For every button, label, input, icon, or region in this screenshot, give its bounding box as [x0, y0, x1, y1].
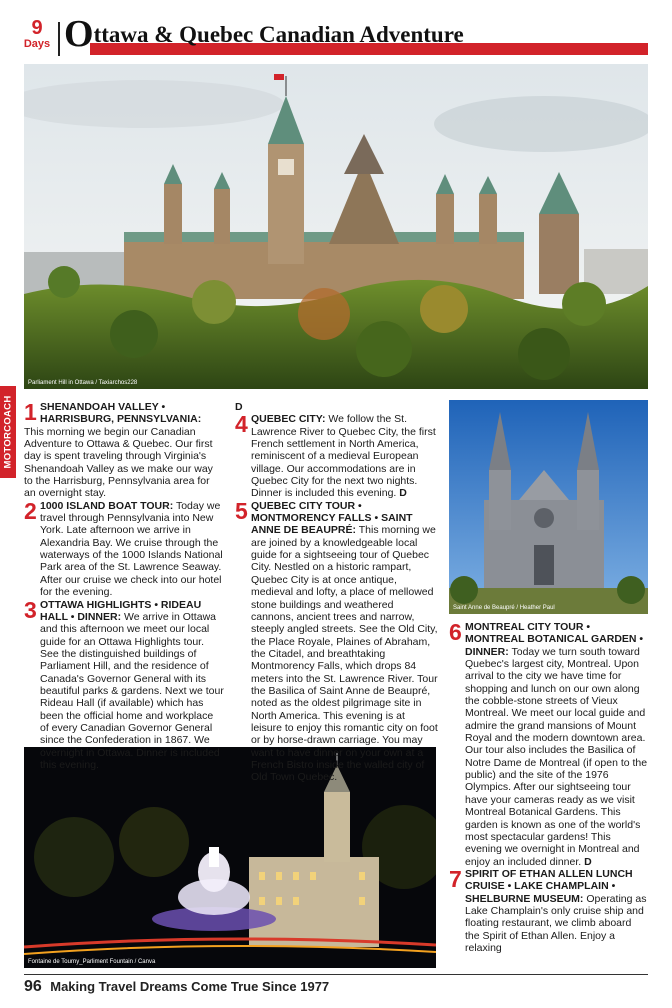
itinerary-day-6 — [449, 621, 648, 868]
day-heading: QUEBEC CITY TOUR • MONTMORENCY FALLS • SAINT ANNE DE BEAUPRÉ: — [251, 499, 413, 537]
page-number: 96 — [24, 978, 42, 995]
category-side-tab — [0, 386, 16, 478]
day-description: We follow the St. Lawrence River to Quebec City, the first French settlement in North America, reminiscent of a medieval European village. Our accommodations are in Quebec City for the next two nights. Dinner is included this evening. — [251, 413, 436, 500]
itinerary-column-2 — [235, 401, 438, 784]
parliament-hill-photo — [24, 64, 648, 389]
itinerary-day-4 — [235, 413, 438, 499]
category-side-tab-label: MOTORCOACH — [2, 395, 14, 469]
header-divider — [58, 22, 60, 56]
day-heading: SHENANDOAH VALLEY • HARRISBURG, PENNSYLVANIA: — [40, 401, 202, 426]
itinerary-day-2 — [24, 497, 224, 599]
page-title-initial: O — [64, 13, 94, 55]
itinerary-day-5 — [235, 497, 438, 784]
itinerary-day-1 — [24, 401, 224, 500]
itinerary-day-3 — [24, 596, 224, 772]
day-heading: MONTREAL CITY TOUR • MONTREAL BOTANICAL GARDEN • DINNER: — [465, 621, 644, 658]
itinerary-column-3 — [449, 621, 648, 954]
footer-tagline: Making Travel Dreams Come True Since 1977 — [50, 979, 330, 994]
page-footer — [24, 978, 329, 996]
footer-rule — [24, 974, 648, 975]
page-title-rest: ttawa & Quebec Canadian Adventure — [93, 22, 464, 47]
itinerary-column-1 — [24, 401, 224, 771]
basilica-photo — [449, 400, 648, 614]
day-description: We arrive in Ottawa and this afternoon we meet our local guide for an Ottawa Highlights tour. See the distinguished buildings of Parliament Hill, and the residence of Canada's Governor General with its beautiful parks & gardens. Next we tour Rideau Hall (if available) which has been the official home and workplace of every Canadian Governor General since the Confederation in 1867. We overnight in Ottawa. Dinner is included this evening. — [40, 610, 224, 771]
page-title — [64, 13, 464, 55]
day-heading: 1000 ISLAND BOAT TOUR: — [40, 499, 174, 512]
day-heading: OTTAWA HIGHLIGHTS • RIDEAU HALL • DINNER: — [40, 598, 202, 623]
basilica-image — [449, 400, 648, 614]
day-heading: SPIRIT OF ETHAN ALLEN LUNCH CRUISE • LAKE CHAMPLAIN • SHELBURNE MUSEUM: — [465, 867, 633, 905]
duration-badge — [20, 18, 54, 51]
day-number: 4 — [235, 411, 248, 438]
day-description: Today we travel through Pennsylvania into New York. Late afternoon we arrive in Alexandria Bay. We cruise through the waterways of the 1000 Islands National Park area of the St. Lawrence Seaway. After our cruise we check into our hotel for the evening. — [40, 499, 223, 599]
day-heading: QUEBEC CITY: — [251, 413, 326, 426]
meal-indicator: D — [399, 487, 407, 500]
photo-caption: Saint Anne de Beaupré / Heather Paul — [453, 605, 555, 611]
day-number: 6 — [449, 619, 462, 645]
parliament-hill-image — [24, 64, 648, 389]
day-number: 1 — [24, 399, 37, 425]
day-description: Today we turn south toward Quebec's largest city, Montreal. Upon arrival to the city we have time for shopping and lunch on our own along the cobble-stone streets of Vieux Montreal. We meet our local guide and admire the grand mansions of Mount Royal and the modern downtown area. Our tour also includes the Basilica of Notre Dame de Montreal (if open to the public) and the site of the 1976 Olympics. After our sightseeing tour have your cameras ready as we visit Montreal Botanical Gardens. This garden is known as one of the world's most spectacular gardens! This evening we overnight in Montreal and enjoy an included dinner. — [465, 645, 648, 868]
day-number: 3 — [24, 596, 37, 623]
itinerary-day-7 — [449, 865, 648, 954]
meal-indicator: D — [584, 855, 592, 868]
day-description: This morning we begin our Canadian Adventure to Ottawa & Quebec. Our first day is spent traveling through Virginia's Shenandoah Valley as we make our way to the Harrisburg, Pennsylvania area for an overnight stay. — [24, 425, 213, 500]
day-number: 5 — [235, 497, 248, 524]
meal-indicator: D — [235, 401, 243, 413]
day-number: 2 — [24, 497, 37, 524]
photo-caption: Parliament Hill in Ottawa / Taxiarchos228 — [28, 380, 138, 386]
duration-label: Days — [23, 38, 51, 50]
day-number: 7 — [449, 865, 462, 892]
day-description: This morning we are joined by a knowledgeable local guide for a sightseeing tour of Quebec City. Nestled on a historic rampart, Quebec City is at once antique, medieval and lofty, a place of mellowed stone buildings and weathered cannons, ancient trees and narrow, steeply angled streets. See the Old City, the Place Royale, Plaines of Abraham, the Citadel, and breathtaking Montmorency Falls, which drops 84 meters into the St. Lawrence River. Tour the Basilica of Saint Anne de Beaupré, noted as the oldest pilgrimage site in North America. This evening is at leisure to enjoy this romantic city on foot or by horse-drawn carriage. You may want to have dinner on your own at a French Bistro inside the walled city of Old Town Quebec. — [251, 524, 438, 784]
duration-number: 9 — [31, 17, 43, 39]
day-description: Operating as Lake Champlain's only cruise ship and floating restaurant, we climb aboard the Spirit of Ethan Allen. Enjoy a relaxing — [465, 892, 647, 954]
photo-caption: Fontaine de Tourny_Parliment Fountain / Canva — [28, 959, 156, 965]
